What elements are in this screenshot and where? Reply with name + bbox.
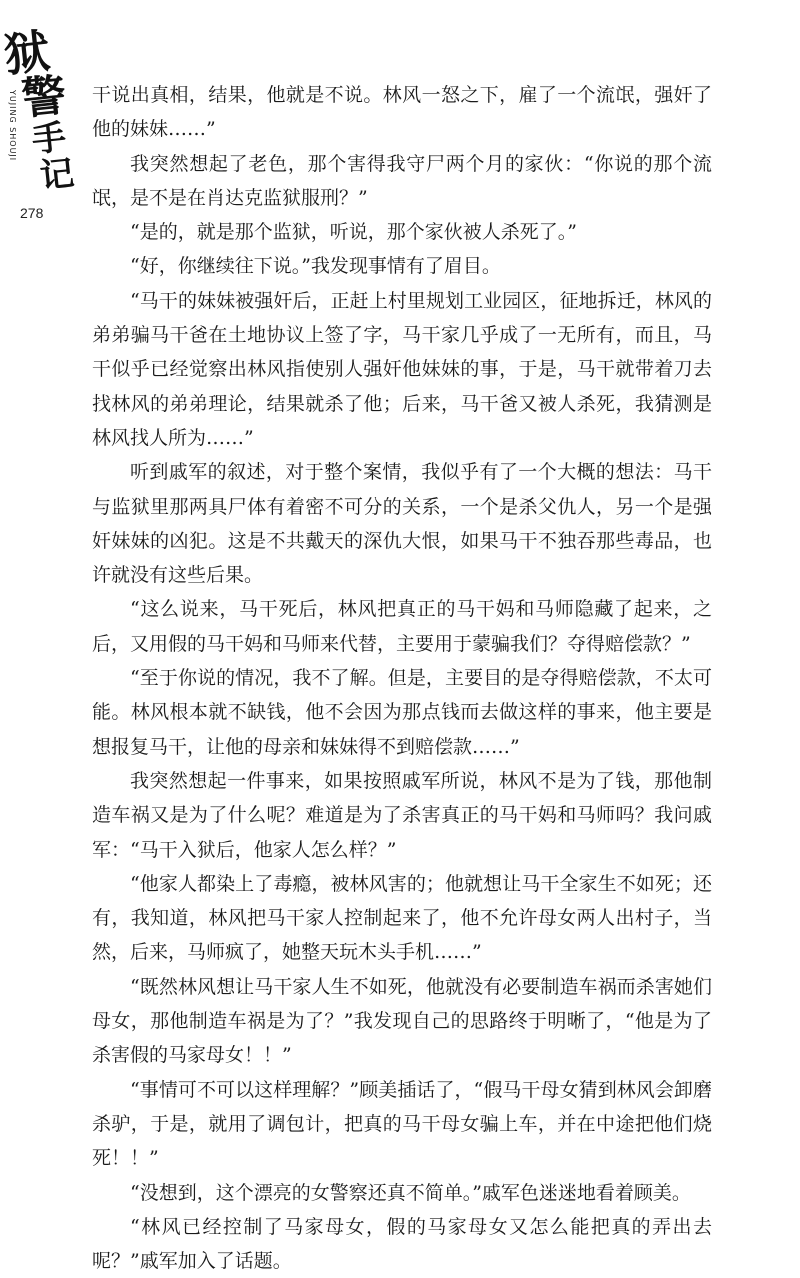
paragraph: “林风已经控制了马家母女，假的马家母女又怎么能把真的弄出去呢？”戚军加入了话题。 — [92, 1215, 712, 1273]
paragraph: “他家人都染上了毒瘾，被林风害的；他就想让马干全家生不如死；还有，我知道，林风把马干家人控制起来了，他不允许母女两人出村子，当然，后来，马师疯了，她整天玩木头手机……” — [92, 872, 712, 964]
logo-char-3: 手 — [30, 117, 68, 161]
book-title-logo — [1, 23, 82, 200]
paragraph: “既然林风想让马干家人生不如死，他就没有必要制造车祸而杀害她们母女，那他制造车祸是为了？”我发现自己的思路终于明晰了，“他是为了杀害假的马家母女！！” — [92, 975, 712, 1067]
paragraph: “马干的妹妹被强奸后，正赶上村里规划工业园区，征地拆迁，林风的弟弟骗马干爸在土地协议上签了字，马干家几乎成了一无所有，而且，马干似乎已经觉察出林风指使别人强奸他妹妹的事，于是，马干就带着刀去找林风的弟弟理论，结果就杀了他；后来，马干爸又被人杀死，我猜测是林风找人所为……” — [92, 289, 712, 449]
paragraph: “是的，就是那个监狱，听说，那个家伙被人杀死了。” — [130, 221, 577, 244]
paragraph: 我突然想起了老色，那个害得我守尸两个月的家伙：“你说的那个流氓，是不是在肖达克监狱服刑？” — [92, 152, 712, 209]
logo-char-1: 狱 — [1, 23, 53, 83]
book-title-romanization: YUJING SHOUJI — [8, 90, 17, 162]
paragraph: 听到戚军的叙述，对于整个案情，我似乎有了一个大概的想法：马干与监狱里那两具尸体有着密不可分的关系，一个是杀父仇人，另一个是强奸妹妹的凶犯。这是不共戴天的深仇大恨，如果马干不独吞那些毒品，也许就没有这些后果。 — [92, 461, 712, 587]
logo-char-2: 警 — [19, 69, 69, 126]
page-number: 278 — [20, 205, 44, 221]
paragraph: “这么说来，马干死后，林风把真正的马干妈和马师隐藏了起来，之后，又用假的马干妈和马师来代替，主要用于蒙骗我们？夺得赔偿款？” — [92, 598, 712, 655]
paragraph: 干说出真相，结果，他就是不说。林风一怒之下，雇了一个流氓，强奸了他的妹妹……” — [92, 84, 712, 141]
paragraph: “至于你说的情况，我不了解。但是，主要目的是夺得赔偿款，不太可能。林风根本就不缺钱，他不会因为那点钱而去做这样的事来，他主要是想报复马干，让他的母亲和妹妹得不到赔偿款……” — [92, 667, 712, 758]
logo-char-4: 记 — [38, 153, 76, 197]
paragraph: “没想到，这个漂亮的女警察还真不简单。”戚军色迷迷地看着顾美。 — [130, 1181, 691, 1204]
paragraph: “事情可不可以这样理解？”顾美插话了，“假马干母女猜到林风会卸磨杀驴，于是，就用了调包计，把真的马干母女骗上车，并在中途把他们烧死！！” — [92, 1078, 712, 1170]
paragraph: “好，你继续往下说。”我发现事情有了眉目。 — [130, 255, 501, 278]
paragraph: 我突然想起一件事来，如果按照戚军所说，林风不是为了钱，那他制造车祸又是为了什么呢？难道是为了杀害真正的马干妈和马师吗？我问戚军：“马干入狱后，他家人怎么样？” — [92, 769, 712, 861]
page-text-body — [92, 78, 712, 1278]
